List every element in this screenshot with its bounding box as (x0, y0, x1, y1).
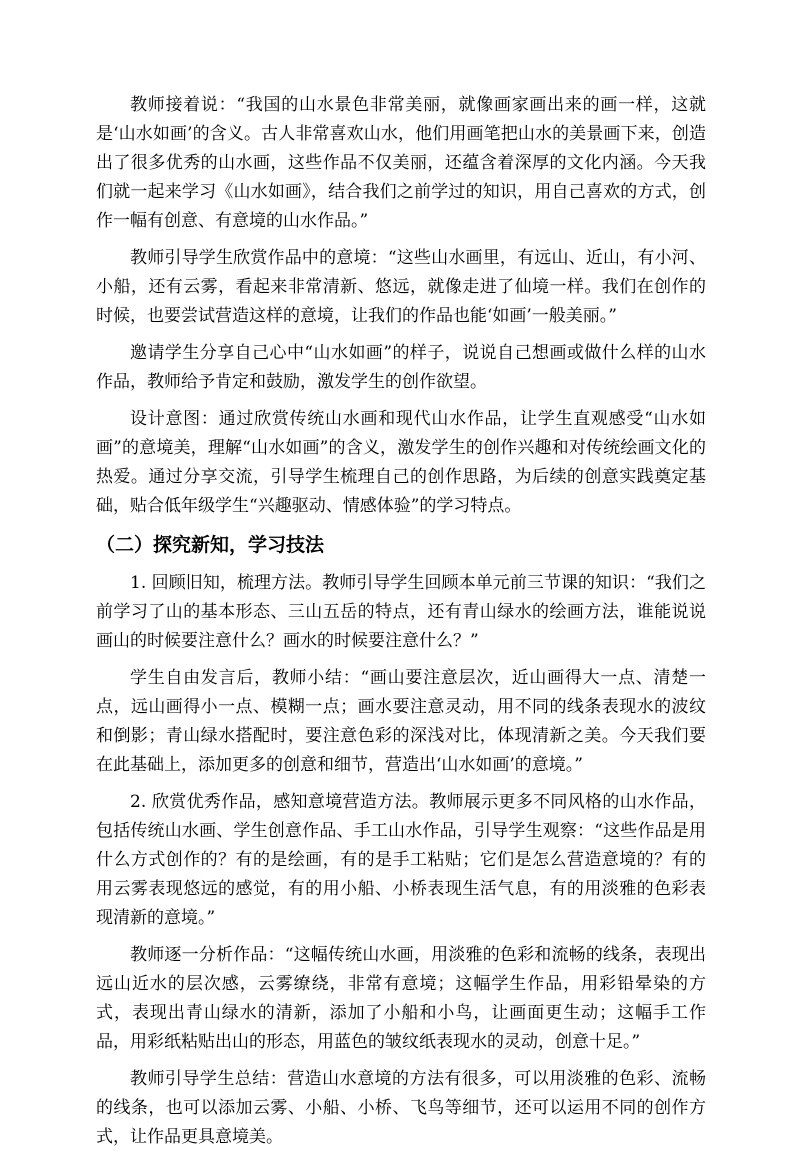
paragraph-summary: 学生自由发言后，教师小结：“画山要注意层次，近山画得大一点、清楚一点，远山画得小一点、模糊一点；画水要注意灵动，用不同的线条表现水的波纹和倒影；青山绿水搭配时，要注意色彩的深浅对比，体现清新之美。今天我们要在此基础上，添加更多的创意和细节，营造出‘山水如画’的意境。” (96, 668, 706, 775)
paragraph-intro: 教师接着说：“我国的山水景色非常美丽，就像画家画出来的画一样，这就是‘山水如画’的含义。古人非常喜欢山水，他们用画笔把山水的美景画下来，创造出了很多优秀的山水画，这些作品不仅美丽，还蕴含着深厚的文化内涵。今天我们就一起来学习《山水如画》，结合我们之前学过的知识，用自己喜欢的方式，创作一幅有创意、有意境的山水作品。” (96, 95, 706, 231)
paragraph-conclusion: 教师引导学生总结：营造山水意境的方法有很多，可以用淡雅的色彩、流畅的线条，也可以添加云雾、小船、小桥、飞鸟等细节，还可以运用不同的创作方式，让作品更具意境美。 (96, 1069, 706, 1147)
document-body (96, 91, 706, 1160)
section-heading: （二）探究新知，学习技法 (96, 534, 325, 556)
paragraph-appreciate-works: 2. 欣赏优秀作品，感知意境营造方法。教师展示更多不同风格的山水作品，包括传统山水画、学生创意作品、手工山水作品，引导学生观察：“这些作品是用什么方式创作的？有的是绘画，有的是手工粘贴；它们是怎么营造意境的？有的用云雾表现悠远的感觉，有的用小船、小桥表现生活气息，有的用淡雅的色彩表现清新的意境。” (96, 792, 706, 928)
paragraph-sharing: 邀请学生分享自己心中“山水如画”的样子，说说自己想画或做什么样的山水作品，教师给予肯定和鼓励，激发学生的创作欲望。 (96, 343, 706, 392)
paragraph-design-intent: 设计意图：通过欣赏传统山水画和现代山水作品，让学生直观感受“山水如画”的意境美，理解“山水如画”的含义，激发学生的创作兴趣和对传统绘画文化的热爱。通过分享交流，引导学生梳理自己的创作思路，为后续的创意实践奠定基础，贴合低年级学生“兴趣驱动、情感体验”的学习特点。 (96, 409, 706, 516)
paragraph-appreciation: 教师引导学生欣赏作品中的意境：“这些山水画里，有远山、近山，有小河、小船，还有云雾，看起来非常清新、悠远，就像走进了仙境一样。我们在创作的时候，也要尝试营造这样的意境，让我们的作品也能‘如画’一般美丽。” (96, 248, 706, 326)
paragraph-review: 1. 回顾旧知，梳理方法。教师引导学生回顾本单元前三节课的知识：“我们之前学习了山的基本形态、三山五岳的特点，还有青山绿水的绘画方法，谁能说说画山的时候要注意什么？画水的时候要注意什么？” (96, 573, 706, 651)
paragraph-analysis: 教师逐一分析作品：“这幅传统山水画，用淡雅的色彩和流畅的线条，表现出远山近水的层次感，云雾缭绕，非常有意境；这幅学生作品，用彩铅晕染的方式，表现出青山绿水的清新，添加了小船和小鸟，让画面更生动；这幅手工作品，用彩纸粘贴出山的形态，用蓝色的皱纹纸表现水的灵动，创意十足。” (96, 945, 706, 1052)
